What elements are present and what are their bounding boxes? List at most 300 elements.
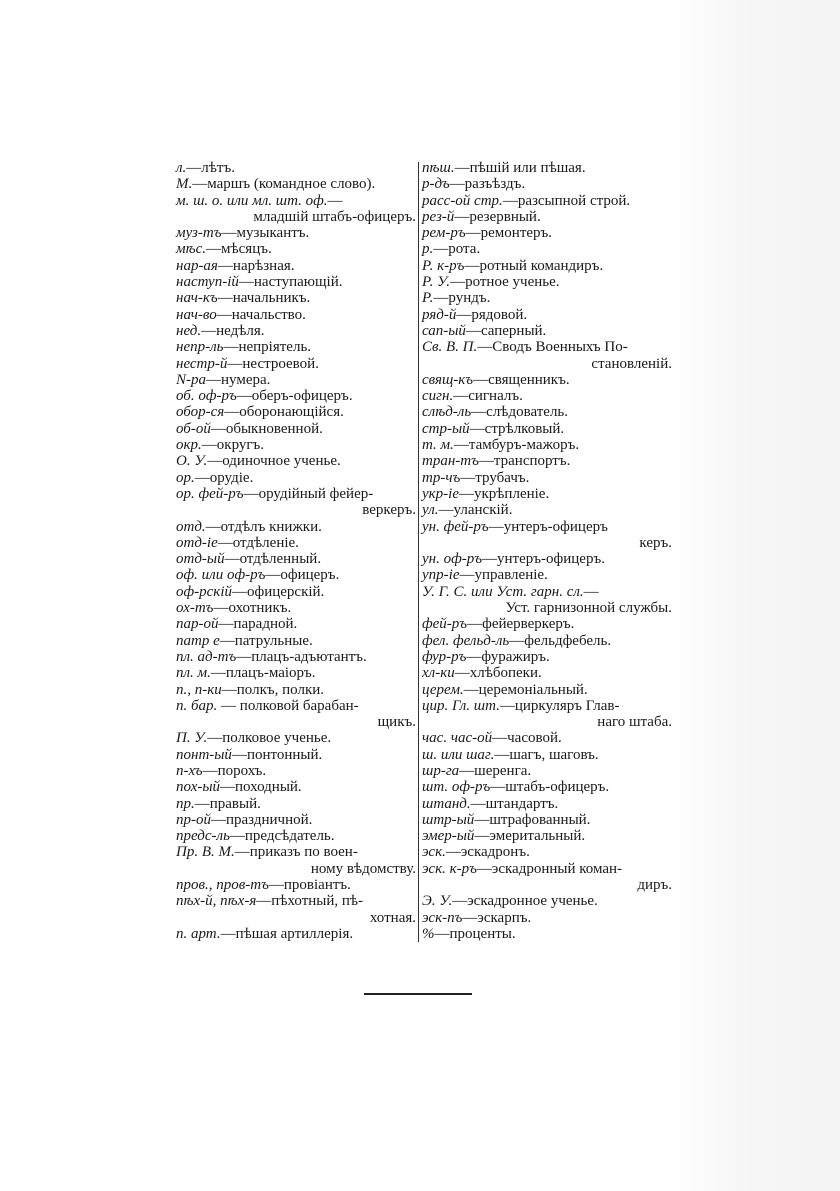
entry-separator: — bbox=[265, 567, 281, 584]
entry-line bbox=[176, 519, 322, 535]
abbreviation-entry bbox=[176, 404, 416, 420]
entry-separator: — bbox=[492, 730, 508, 747]
entry-expansion: нумера. bbox=[221, 371, 271, 388]
abbreviation-columns bbox=[176, 160, 672, 945]
entry-line bbox=[176, 388, 353, 404]
entry-abbreviation: муз-тъ bbox=[176, 225, 222, 242]
entry-line bbox=[422, 893, 598, 909]
entry-separator: — bbox=[452, 893, 468, 910]
abbreviation-entry bbox=[176, 926, 416, 942]
entry-abbreviation: пр. bbox=[176, 795, 195, 812]
abbreviation-entry bbox=[422, 241, 672, 257]
abbreviation-entry bbox=[176, 519, 416, 535]
entry-separator: — bbox=[467, 616, 483, 633]
entry-separator: — bbox=[471, 404, 487, 421]
entry-expansion: разсыпной строй. bbox=[517, 192, 631, 209]
scan-edge bbox=[670, 0, 840, 1191]
entry-abbreviation: Пр. В. М. bbox=[176, 844, 235, 861]
abbreviation-entry bbox=[422, 339, 672, 372]
entry-line bbox=[422, 763, 531, 779]
entry-line bbox=[422, 616, 574, 632]
entry-separator: — bbox=[217, 257, 233, 274]
entry-line bbox=[422, 828, 585, 844]
entry-expansion: оберъ-офицеръ. bbox=[251, 388, 353, 405]
entry-expansion: полковое ученье. bbox=[222, 730, 332, 747]
entry-expansion: полковой барабан- bbox=[239, 697, 359, 714]
abbreviation-entry bbox=[176, 633, 416, 649]
entry-separator: — bbox=[465, 322, 481, 339]
entry-line bbox=[422, 225, 552, 241]
entry-abbreviation: п., п-ки bbox=[176, 681, 222, 698]
entry-abbreviation: нестр-й bbox=[176, 355, 228, 372]
entry-continuation: веркеръ. bbox=[362, 502, 416, 519]
entry-separator: — bbox=[217, 697, 240, 714]
entry-continuation: керъ. bbox=[639, 534, 672, 551]
abbreviation-entry bbox=[422, 470, 672, 486]
entry-abbreviation: М. bbox=[176, 176, 193, 193]
entry-separator: — bbox=[488, 518, 504, 535]
entry-separator: — bbox=[229, 828, 245, 845]
abbreviation-entry bbox=[422, 567, 672, 583]
entry-expansion: оборонающійся. bbox=[239, 404, 344, 421]
entry-separator: — bbox=[206, 371, 221, 388]
entry-separator: — bbox=[268, 877, 284, 894]
entry-abbreviation: ул. bbox=[422, 502, 439, 519]
entry-abbreviation: м. ш. о. или мл. шт. оф. bbox=[176, 192, 328, 209]
entry-abbreviation: штанд. bbox=[422, 795, 471, 812]
entry-expansion: штабъ-офицеръ. bbox=[505, 779, 610, 796]
abbreviation-entry bbox=[422, 828, 672, 844]
entry-expansion: эскадронный коман- bbox=[491, 860, 623, 877]
entry-abbreviation: П. У. bbox=[176, 730, 208, 747]
abbreviation-entry bbox=[422, 926, 672, 942]
entry-separator: — bbox=[236, 648, 252, 665]
entry-expansion: отдѣлъ книжки. bbox=[220, 518, 322, 535]
entry-line bbox=[422, 453, 570, 469]
entry-expansion: начальникъ. bbox=[232, 290, 311, 307]
entry-line bbox=[176, 633, 313, 649]
abbreviation-entry bbox=[176, 649, 416, 665]
entry-expansion: проценты. bbox=[449, 925, 516, 942]
entry-expansion: орудіе. bbox=[209, 469, 254, 486]
entry-abbreviation: эмер-ый bbox=[422, 828, 475, 845]
entry-expansion: порохъ. bbox=[217, 762, 267, 779]
abbreviation-entry bbox=[422, 779, 672, 795]
entry-line bbox=[176, 747, 322, 763]
entry-continuation: ному вѣдомству. bbox=[310, 860, 416, 877]
entry-continuation: становленій. bbox=[591, 355, 672, 372]
entry-abbreviation: патр е bbox=[176, 632, 220, 649]
entry-expansion: Сводъ Военныхъ По- bbox=[492, 339, 628, 356]
entry-separator: — bbox=[220, 779, 236, 796]
entry-line bbox=[422, 633, 611, 649]
left-column bbox=[176, 160, 416, 942]
entry-separator: — bbox=[202, 762, 218, 779]
abbreviation-entry bbox=[422, 796, 672, 812]
abbreviation-entry bbox=[176, 698, 416, 731]
entry-expansion: саперный. bbox=[480, 322, 547, 339]
entry-line bbox=[422, 437, 579, 453]
entry-abbreviation: нач-къ bbox=[176, 290, 218, 307]
entry-abbreviation: свящ-къ bbox=[422, 371, 474, 388]
entry-line bbox=[422, 861, 622, 877]
entry-separator: — bbox=[474, 811, 490, 828]
entry-line bbox=[176, 616, 297, 632]
entry-expansion: пѣшій или пѣшая. bbox=[469, 160, 586, 176]
entry-abbreviation: час. час-ой bbox=[422, 730, 493, 747]
abbreviation-entry bbox=[422, 893, 672, 909]
entry-separator: — bbox=[583, 583, 599, 600]
abbreviation-entry bbox=[422, 698, 672, 731]
entry-separator: — bbox=[217, 534, 233, 551]
entry-abbreviation: ряд-й bbox=[422, 306, 457, 323]
entry-abbreviation: рез-й bbox=[422, 208, 455, 225]
entry-line bbox=[176, 372, 270, 388]
entry-line bbox=[176, 241, 272, 257]
entry-line bbox=[176, 812, 312, 828]
entry-separator: — bbox=[221, 225, 237, 242]
entry-expansion: штандартъ. bbox=[485, 795, 559, 812]
entry-expansion: правый. bbox=[209, 795, 261, 812]
entry-abbreviation: ун. оф-ръ bbox=[422, 551, 483, 568]
entry-separator: — bbox=[454, 665, 470, 682]
entry-abbreviation: фур-ръ bbox=[422, 648, 467, 665]
entry-separator: — bbox=[433, 290, 449, 307]
entry-abbreviation: пл. м. bbox=[176, 665, 211, 682]
entry-line bbox=[176, 893, 363, 909]
entry-expansion: плацъ-маіоръ. bbox=[225, 665, 316, 682]
entry-line bbox=[176, 828, 335, 844]
entry-expansion: фуражиръ. bbox=[481, 648, 550, 665]
entry-separator: — bbox=[509, 632, 525, 649]
entry-abbreviation: п. бар. bbox=[176, 697, 218, 714]
abbreviation-entry bbox=[176, 763, 416, 779]
entry-line bbox=[422, 551, 605, 567]
entry-abbreviation: пох-ый bbox=[176, 779, 221, 796]
abbreviation-entry bbox=[176, 779, 416, 795]
entry-line bbox=[176, 698, 359, 714]
entry-separator: — bbox=[218, 616, 234, 633]
entry-expansion: патрульные. bbox=[234, 632, 313, 649]
abbreviation-entry bbox=[176, 437, 416, 453]
entry-separator: — bbox=[205, 518, 221, 535]
entry-abbreviation: т. м. bbox=[422, 437, 454, 454]
entry-separator: — bbox=[213, 600, 229, 617]
entry-line bbox=[176, 437, 264, 453]
abbreviation-entry bbox=[422, 812, 672, 828]
abbreviation-entry bbox=[176, 356, 416, 372]
entry-line bbox=[422, 926, 516, 942]
entry-expansion: фейерверкеръ. bbox=[482, 616, 575, 633]
abbreviation-entry bbox=[176, 877, 416, 893]
entry-expansion: транспортъ. bbox=[493, 453, 571, 470]
entry-abbreviation: фел. фельд-ль bbox=[422, 632, 510, 649]
entry-line bbox=[176, 453, 341, 469]
entry-separator: — bbox=[236, 388, 252, 405]
entry-abbreviation: отд-ый bbox=[176, 551, 225, 568]
entry-separator: — bbox=[224, 551, 240, 568]
entry-separator: — bbox=[502, 192, 518, 209]
entry-line bbox=[422, 372, 570, 388]
entry-abbreviation: церем. bbox=[422, 681, 464, 698]
entry-continuation: хотная. bbox=[369, 909, 416, 926]
entry-abbreviation: фей-ръ bbox=[422, 616, 468, 633]
entry-line bbox=[176, 356, 319, 372]
entry-line bbox=[422, 258, 603, 274]
entry-line bbox=[176, 796, 261, 812]
entry-line bbox=[422, 274, 560, 290]
entry-abbreviation: п-хъ bbox=[176, 762, 203, 779]
entry-expansion: мѣсяцъ. bbox=[221, 241, 272, 258]
entry-continuation: наго штаба. bbox=[597, 714, 672, 731]
abbreviation-entry bbox=[422, 372, 672, 388]
abbreviation-entry bbox=[176, 747, 416, 763]
entry-abbreviation: стр-ый bbox=[422, 420, 470, 437]
entry-abbreviation: обор-ся bbox=[176, 404, 225, 421]
entry-abbreviation: N-ра bbox=[176, 371, 206, 388]
abbreviation-entry bbox=[176, 600, 416, 616]
entry-abbreviation: непр-ль bbox=[176, 339, 224, 356]
entry-expansion: рота. bbox=[448, 241, 481, 258]
entry-abbreviation: пл. ад-тъ bbox=[176, 648, 237, 665]
entry-expansion: священникъ. bbox=[488, 371, 570, 388]
entry-separator: — bbox=[490, 779, 506, 796]
entry-line bbox=[422, 160, 586, 176]
abbreviation-entry bbox=[176, 290, 416, 306]
entry-abbreviation: шт. оф-ръ bbox=[422, 779, 491, 796]
entry-separator: — bbox=[494, 746, 510, 763]
entry-abbreviation: оф-рскій bbox=[176, 583, 232, 600]
entry-expansion: орудійный фейер- bbox=[258, 485, 374, 502]
entry-separator: — bbox=[473, 371, 489, 388]
entry-line bbox=[422, 567, 548, 583]
right-column bbox=[422, 160, 672, 942]
entry-separator: — bbox=[445, 844, 461, 861]
entry-separator: — bbox=[223, 339, 239, 356]
entry-continuation: диръ. bbox=[637, 877, 672, 894]
entry-line bbox=[176, 926, 353, 942]
entry-expansion: трубачъ. bbox=[475, 469, 530, 486]
entry-separator: — bbox=[460, 469, 476, 486]
entry-expansion: отдѣленный. bbox=[239, 551, 322, 568]
entry-abbreviation: мѣс. bbox=[176, 241, 206, 258]
entry-line bbox=[422, 779, 609, 795]
abbreviation-entry bbox=[422, 176, 672, 192]
entry-abbreviation: штр-ый bbox=[422, 811, 475, 828]
entry-expansion: начальство. bbox=[231, 306, 306, 323]
entry-line bbox=[422, 698, 620, 714]
entry-line bbox=[422, 421, 564, 437]
entry-separator: — bbox=[459, 762, 475, 779]
abbreviation-entry bbox=[176, 682, 416, 698]
entry-line bbox=[422, 747, 599, 763]
abbreviation-entry bbox=[422, 437, 672, 453]
entry-separator: — bbox=[231, 746, 247, 763]
entry-separator: — bbox=[456, 306, 472, 323]
entry-line bbox=[176, 730, 331, 746]
entry-abbreviation: понт-ый bbox=[176, 746, 232, 763]
entry-line bbox=[422, 290, 490, 306]
entry-line bbox=[422, 519, 608, 535]
entry-expansion: хлѣбопеки. bbox=[469, 665, 542, 682]
entry-line bbox=[176, 193, 343, 209]
entry-expansion: циркуляръ Глав- bbox=[514, 697, 620, 714]
entry-expansion: лѣтъ. bbox=[201, 160, 235, 176]
entry-separator: — bbox=[433, 241, 449, 258]
entry-expansion: эмеритальный. bbox=[489, 828, 586, 845]
entry-expansion: маршъ (командное слово). bbox=[207, 176, 376, 193]
entry-line bbox=[422, 486, 549, 502]
abbreviation-entry bbox=[176, 812, 416, 828]
entry-separator: — bbox=[464, 257, 480, 274]
entry-expansion: стрѣлковый. bbox=[484, 420, 565, 437]
entry-separator: — bbox=[211, 811, 226, 828]
entry-line bbox=[422, 323, 546, 339]
entry-abbreviation: О. У. bbox=[176, 453, 208, 470]
entry-line bbox=[176, 844, 358, 860]
entry-abbreviation: ор. фей-ръ bbox=[176, 485, 244, 502]
entry-expansion: полкъ, полки. bbox=[236, 681, 325, 698]
entry-line bbox=[176, 339, 311, 355]
entry-line bbox=[176, 551, 321, 567]
entry-expansion: праздничной. bbox=[226, 811, 313, 828]
entry-separator: — bbox=[499, 697, 515, 714]
entry-expansion: рядовой. bbox=[471, 306, 528, 323]
entry-separator: — bbox=[462, 909, 478, 926]
column-divider bbox=[418, 162, 419, 942]
abbreviation-entry bbox=[422, 747, 672, 763]
abbreviation-entry bbox=[176, 241, 416, 257]
entry-line bbox=[176, 584, 324, 600]
entry-expansion: провіантъ. bbox=[283, 877, 351, 894]
abbreviation-entry bbox=[422, 307, 672, 323]
abbreviation-entry bbox=[422, 258, 672, 274]
entry-line bbox=[422, 193, 630, 209]
entry-expansion: слѣдователь. bbox=[486, 404, 569, 421]
entry-abbreviation: нед. bbox=[176, 322, 202, 339]
entry-abbreviation: оф. или оф-ръ bbox=[176, 567, 266, 584]
entry-expansion: одиночное ученье. bbox=[222, 453, 341, 470]
entry-abbreviation: п. арт. bbox=[176, 925, 221, 942]
abbreviation-entry bbox=[422, 274, 672, 290]
entry-separator: — bbox=[434, 925, 450, 942]
entry-separator: — bbox=[217, 290, 233, 307]
abbreviation-entry bbox=[176, 176, 416, 192]
abbreviation-entry bbox=[176, 584, 416, 600]
abbreviation-entry bbox=[176, 730, 416, 746]
abbreviation-entry bbox=[176, 372, 416, 388]
entry-separator: — bbox=[474, 828, 490, 845]
entry-expansion: пѣхотный, пѣ- bbox=[271, 893, 364, 910]
entry-separator: — bbox=[234, 844, 250, 861]
entry-abbreviation: укр-іе bbox=[422, 485, 459, 502]
entry-separator: — bbox=[207, 453, 223, 470]
entry-line bbox=[176, 682, 324, 698]
entry-abbreviation: нар-ая bbox=[176, 257, 218, 274]
entry-expansion: парадной. bbox=[233, 616, 298, 633]
abbreviation-entry bbox=[422, 502, 672, 518]
entry-separator: — bbox=[256, 893, 272, 910]
entry-line bbox=[422, 730, 562, 746]
entry-expansion: уланскій. bbox=[453, 502, 513, 519]
abbreviation-entry bbox=[176, 388, 416, 404]
entry-line bbox=[422, 649, 550, 665]
entry-expansion: эскарпъ. bbox=[477, 909, 532, 926]
entry-expansion: музыкантъ. bbox=[236, 225, 310, 242]
abbreviation-entry bbox=[422, 323, 672, 339]
entry-abbreviation: пѣш. bbox=[422, 160, 455, 176]
entry-expansion: церемоніальный. bbox=[478, 681, 588, 698]
abbreviation-entry bbox=[422, 486, 672, 502]
abbreviation-entry bbox=[422, 763, 672, 779]
entry-line bbox=[422, 339, 628, 355]
abbreviation-entry bbox=[422, 388, 672, 404]
entry-expansion: округъ. bbox=[216, 437, 265, 454]
entry-line bbox=[176, 535, 299, 551]
entry-line bbox=[422, 812, 590, 828]
entry-abbreviation: ш. или шаг. bbox=[422, 746, 495, 763]
entry-line bbox=[422, 176, 525, 192]
entry-abbreviation: л. bbox=[176, 160, 187, 176]
entry-abbreviation: пѣх-й, пѣх-я bbox=[176, 893, 257, 910]
entry-expansion: понтонный. bbox=[246, 746, 323, 763]
entry-separator: — bbox=[476, 860, 492, 877]
entry-separator: — bbox=[470, 795, 486, 812]
entry-expansion: приказъ по воен- bbox=[249, 844, 358, 861]
entry-abbreviation: Р. к-ръ bbox=[422, 257, 465, 274]
abbreviation-entry bbox=[422, 404, 672, 420]
entry-line bbox=[176, 225, 309, 241]
abbreviation-entry bbox=[422, 730, 672, 746]
entry-separator: — bbox=[459, 485, 474, 502]
entry-line bbox=[422, 584, 599, 600]
entry-separator: — bbox=[449, 176, 465, 193]
entry-abbreviation: шр-га bbox=[422, 762, 460, 779]
entry-expansion: обыкновенной. bbox=[225, 420, 323, 437]
entry-abbreviation: ун. фей-ръ bbox=[422, 518, 489, 535]
entry-expansion: нестроевой. bbox=[242, 355, 319, 372]
entry-abbreviation: сигн. bbox=[422, 388, 454, 405]
entry-continuation: младшій штабъ-офицеръ. bbox=[253, 208, 416, 225]
entry-separator: — bbox=[478, 453, 494, 470]
entry-expansion: резервный. bbox=[469, 208, 541, 225]
entry-separator: — bbox=[459, 567, 475, 584]
entry-abbreviation: отд. bbox=[176, 518, 206, 535]
entry-separator: — bbox=[450, 274, 466, 291]
entry-abbreviation: пар-ой bbox=[176, 616, 219, 633]
abbreviation-entry bbox=[422, 160, 672, 176]
entry-expansion: плацъ-адъютантъ. bbox=[251, 648, 367, 665]
entry-line bbox=[176, 421, 323, 437]
entry-line bbox=[176, 323, 264, 339]
entry-separator: — bbox=[210, 420, 226, 437]
entry-abbreviation: окр. bbox=[176, 437, 202, 454]
entry-expansion: унтеръ-офицеръ. bbox=[497, 551, 605, 568]
entry-expansion: управленіе. bbox=[474, 567, 548, 584]
entry-abbreviation: отд-іе bbox=[176, 534, 218, 551]
entry-abbreviation: эск-пъ bbox=[422, 909, 463, 926]
entry-expansion: походный. bbox=[235, 779, 302, 796]
entry-line bbox=[176, 779, 302, 795]
entry-expansion: штрафованный. bbox=[489, 811, 591, 828]
abbreviation-entry bbox=[176, 421, 416, 437]
entry-expansion: наступающій. bbox=[253, 274, 343, 291]
entry-separator: — bbox=[207, 730, 223, 747]
entry-abbreviation: пров., пров-тъ bbox=[176, 877, 269, 894]
entry-expansion: ротный командиръ. bbox=[479, 257, 604, 274]
entry-abbreviation: эск. bbox=[422, 844, 446, 861]
abbreviation-entry bbox=[422, 225, 672, 241]
